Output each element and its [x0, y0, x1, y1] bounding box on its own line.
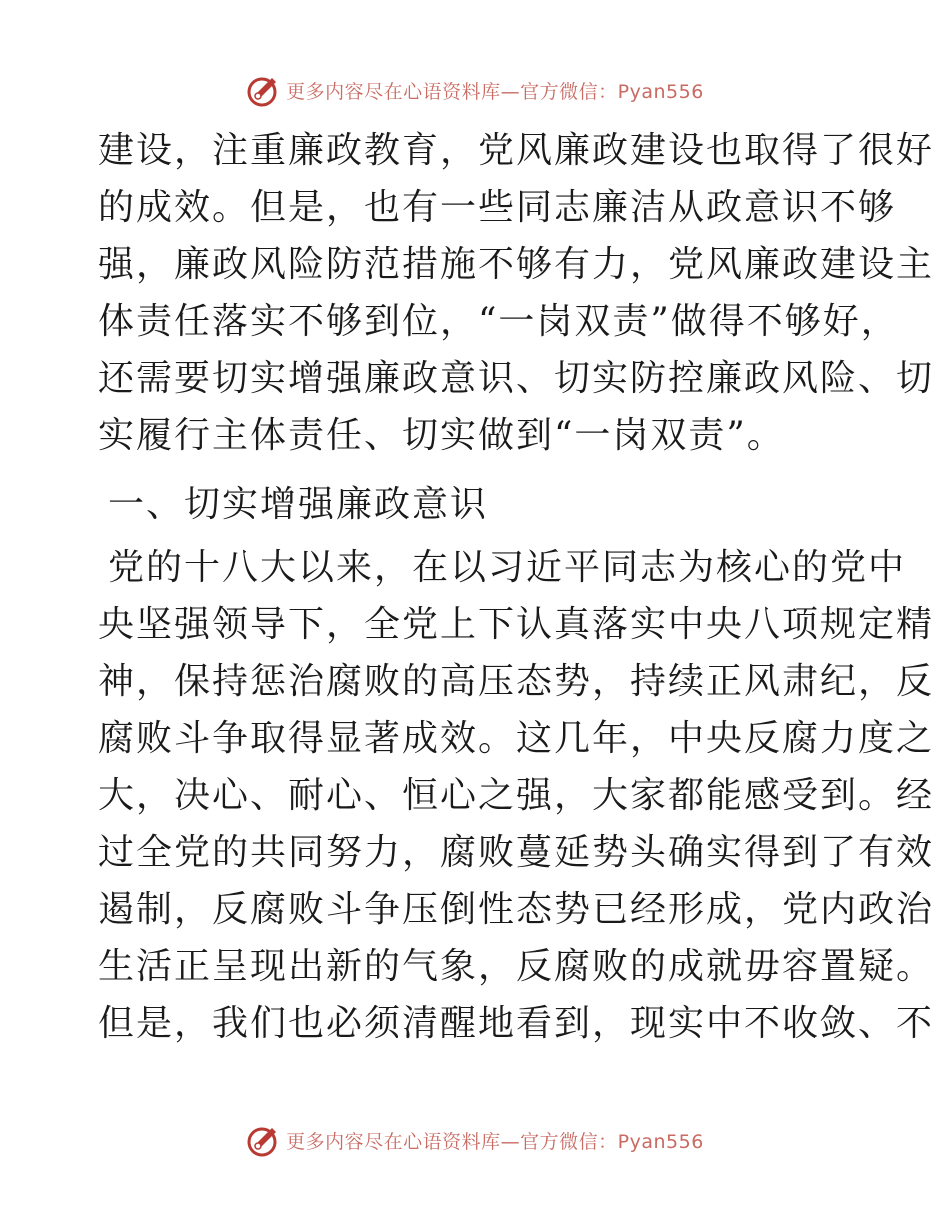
- text-line: 但是，我们也必须清醒地看到，现实中不收敛、不: [98, 1003, 935, 1044]
- text-line: 生活正呈现出新的气象，反腐败的成就毋容置疑。: [98, 946, 935, 987]
- text-line: 神，保持惩治腐败的高压态势，持续正风肃纪，反: [98, 661, 935, 702]
- footer-banner-text: 更多内容尽在心语资料库—官方微信：Pyan556: [286, 1130, 704, 1153]
- header-banner-text: 更多内容尽在心语资料库—官方微信：Pyan556: [286, 80, 704, 103]
- header-banner: [0, 70, 950, 110]
- text-line: 建设，注重廉政教育，党风廉政建设也取得了很好: [98, 130, 935, 171]
- text-line: 过全党的共同努力，腐败蔓延势头确实得到了有效: [98, 832, 935, 873]
- text-line: 实履行主体责任、切实做到“一岗双责”。: [98, 415, 785, 456]
- text-line: 强，廉政风险防范措施不够有力，党风廉政建设主: [98, 244, 935, 285]
- paragraph-1: [98, 122, 935, 464]
- text-line: 央坚强领导下，全党上下认真落实中央八项规定精: [98, 604, 935, 645]
- text-line: 党的十八大以来，在以习近平同志为核心的党中: [108, 547, 907, 588]
- footer-banner: [0, 1120, 950, 1160]
- text-line: 遏制，反腐败斗争压倒性态势已经形成，党内政治: [98, 889, 935, 930]
- text-line: 腐败斗争取得显著成效。这几年，中央反腐力度之: [98, 718, 935, 759]
- document-body: [98, 122, 935, 1052]
- text-line: 的成效。但是，也有一些同志廉洁从政意识不够: [98, 187, 897, 228]
- pen-nib-logo-icon: [246, 72, 282, 108]
- section-heading: 一、切实增强廉政意识: [108, 484, 489, 525]
- paragraph-2: [98, 539, 935, 1052]
- text-line: 大，决心、耐心、恒心之强，大家都能感受到。经: [98, 775, 935, 816]
- text-line: 还需要切实增强廉政意识、切实防控廉政风险、切: [98, 358, 935, 399]
- text-line: 体责任落实不够到位，“一岗双责”做得不够好，: [98, 301, 899, 342]
- pen-nib-logo-icon: [246, 1122, 282, 1158]
